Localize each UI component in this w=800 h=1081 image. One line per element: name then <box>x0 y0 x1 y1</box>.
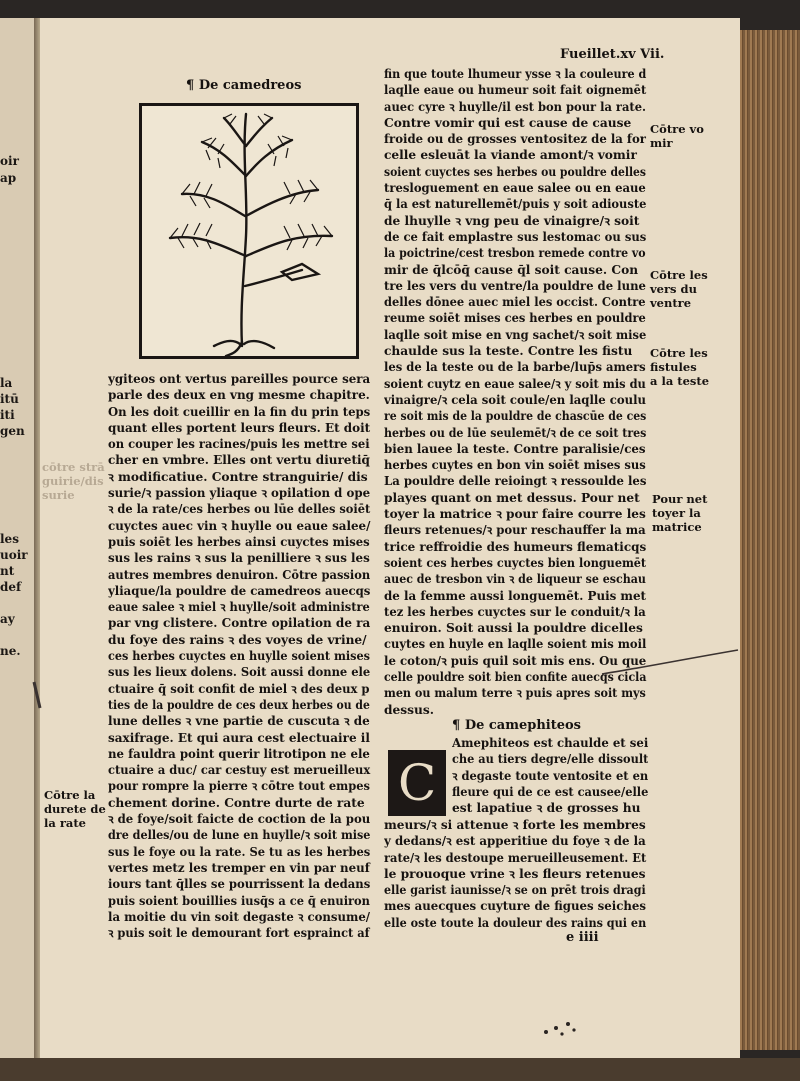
text-line: toyer la matrice ꝛ pour faire courre les <box>384 507 646 522</box>
text-line: yliaque/la pouldre de camedreos auecqs <box>108 583 371 598</box>
margin-line: ventre <box>650 296 692 310</box>
text-line: che au tiers degre/elle dissoult <box>452 752 649 767</box>
right-heading: ¶ De camephiteos <box>452 718 581 733</box>
text-line: le coton/ꝛ puis quil soit mis ens. Ou que <box>384 653 647 668</box>
text-line: dessus. <box>384 702 434 717</box>
text-line: celle esleuāt la viande amont/ꝛ vomir <box>384 148 637 163</box>
text-line: ne fauldra point querir litrotipon ne ele <box>108 746 370 761</box>
text-line: enuiron. Soit aussi la pouldre dicelles <box>384 621 643 636</box>
text-line: y dedans/ꝛ est apperitiue du foye ꝛ de la <box>384 834 646 849</box>
text-line: rate/ꝛ les destoupe merueilleusement. Et <box>384 850 647 865</box>
right-bottom-text <box>384 817 673 931</box>
text-line: re soit mis de la pouldre de chascūe de ces <box>384 409 647 424</box>
text-line: laqlle eaue ou humeur soit fait oignemēt <box>384 83 647 98</box>
facing-page-fragment: def <box>0 580 22 594</box>
margin-line: Cōtre les <box>650 268 708 282</box>
margin-line: toyer la <box>652 506 701 520</box>
text-line: autres membres denuiron. Cōtre passion <box>108 567 371 582</box>
margin-line: Cōtre vo <box>650 122 704 136</box>
text-line: La pouldre delle reioingt ꝛ ressoulde les <box>384 474 647 489</box>
margin-line: a la teste <box>650 374 710 388</box>
text-line: fin que toute lhumeur ysse ꝛ la couleure d <box>384 67 647 81</box>
facing-page-fragment: ap <box>0 171 17 185</box>
facing-page-fragment: itū <box>0 392 19 406</box>
margin-line: durete de <box>44 802 106 816</box>
text-line: vinaigre/ꝛ cela soit coule/en laqlle coulu <box>384 392 647 407</box>
text-line: trice reffroidie des humeurs flematicqs <box>384 539 647 554</box>
text-line: iours tant q̄lles se pourrissent la dedans <box>108 877 371 892</box>
wormhole-dots-icon <box>540 1018 580 1040</box>
right-margin-note-matrix <box>652 492 707 534</box>
left-heading: ¶ De camedreos <box>186 78 302 93</box>
text-line: cuytes en huyle en laqlle soient mis moil <box>384 637 647 652</box>
facing-page-fragment: nt <box>0 564 15 578</box>
pilcrow-icon: ¶ <box>186 78 195 93</box>
decorated-initial <box>388 750 446 816</box>
facing-page-fragment: uoir <box>0 548 28 562</box>
ink-blot-icon <box>30 680 44 710</box>
text-line: lune delles ꝛ vne partie de cuscuta ꝛ de <box>108 714 370 729</box>
text-line: q̄ la est naturellemēt/puis y soit adiouste <box>384 197 647 212</box>
text-line: mir de q̄lcōq̄ cause q̄l soit cause. Con <box>384 262 639 277</box>
text-line: cuyctes auec vin ꝛ huylle ou eaue salee/ <box>108 518 371 533</box>
text-line: par vng clistere. Contre opilation de ra <box>108 616 371 631</box>
margin-line: Cōtre la <box>44 788 96 802</box>
margin-line: fistules <box>650 360 697 374</box>
text-line: surie/ꝛ passion yliaque ꝛ opilation d ope <box>108 486 371 501</box>
right-text-column <box>384 66 680 718</box>
facing-page-fragment: oir <box>0 154 19 168</box>
text-line: est lapatiue ꝛ de grosses hu <box>452 801 641 816</box>
text-line: celle pouldre soit bien confite auecqs cicla <box>384 669 647 684</box>
text-line: auec de tresbon vin ꝛ de liqueur se eschau <box>384 572 646 587</box>
pen-stroke-icon <box>600 640 740 680</box>
text-line: tez les herbes cuyctes sur le conduit/ꝛ la <box>384 604 646 619</box>
text-line: eaue salee ꝛ miel ꝛ huylle/soit administre <box>108 600 370 615</box>
text-line: de lhuylle ꝛ vng peu de vinaigre/ꝛ soit <box>384 213 640 228</box>
text-line: ygiteos ont vertus pareilles pource sera <box>108 372 371 386</box>
text-line: la poictrine/cest tresbon remede contre vo <box>384 246 646 261</box>
facing-page-fragment: les <box>0 532 19 546</box>
text-line: herbes ou de lūe seulemēt/ꝛ de ce soit tres <box>384 425 647 440</box>
margin-line: la rate <box>44 816 86 830</box>
text-line: On les doit cueillir en la fin du prin teps <box>108 404 371 419</box>
margin-line: surie <box>42 488 75 502</box>
text-line: on couper les racines/puis les mettre sei <box>108 437 370 452</box>
plant-woodcut-icon <box>142 106 356 356</box>
text-line: mes auecques cuyture de figues seiches <box>384 899 646 914</box>
text-line: soient ces herbes cuyctes bien longuemēt <box>384 555 647 570</box>
text-line: fleurs retenues/ꝛ pour reschauffer la ma <box>384 523 646 538</box>
margin-line: matrice <box>652 520 702 534</box>
right-margin-note-fistulas <box>650 346 709 388</box>
left-margin-note-strangury <box>42 460 105 502</box>
fore-edge <box>738 30 800 1050</box>
text-line: saxifrage. Et qui aura cest electuaire il <box>108 730 370 745</box>
text-line: Amephiteos est chaulde et sei <box>452 736 649 750</box>
text-line: chaulde sus la teste. Contre les fistu <box>384 344 633 359</box>
margin-line: mir <box>650 136 673 150</box>
text-line: dre delles/ou de lune en huylle/ꝛ soit mise <box>108 828 371 843</box>
text-line: delles dōnee auec miel les occist. Contre <box>384 295 646 310</box>
text-line: ꝛ puis soit le demourant fort esprainct af <box>108 926 370 941</box>
woodcut-illustration <box>139 103 359 359</box>
initial-letter: C <box>398 754 437 812</box>
facing-page-fragment: la <box>0 376 13 390</box>
text-line: sus les rains ꝛ sus la penilliere ꝛ sus les <box>108 551 370 566</box>
facing-page-fragment: ay <box>0 612 15 626</box>
text-line: de la femme aussi longuemēt. Puis met <box>384 588 646 603</box>
facing-page-fragment: gen <box>0 424 25 438</box>
text-line: reume soiēt mises ces herbes en pouldre <box>384 311 646 326</box>
margin-line: cōtre strā <box>42 460 105 474</box>
text-line: quant elles portent leurs fleurs. Et doit <box>108 420 371 435</box>
text-line: les de la teste ou de la barbe/lup̄s amers <box>384 360 646 375</box>
book-bottom-edge <box>0 1058 800 1081</box>
text-line: tresloguement en eaue salee ou en eaue <box>384 181 646 196</box>
text-line: laqlle soit mise en vng sachet/ꝛ soit mise <box>384 327 647 342</box>
text-line: ꝛ modificatiue. Contre stranguirie/ dis <box>108 469 368 484</box>
text-line: de ce fait emplastre sus lestomac ou sus <box>384 229 647 244</box>
margin-line: Cōtre les <box>650 346 708 360</box>
text-line: elle garist iaunisse/ꝛ se on prēt trois dragi <box>384 883 646 898</box>
pilcrow-icon: ¶ <box>452 718 461 733</box>
left-margin-note-spleen <box>44 788 106 830</box>
text-line: auec cyre ꝛ huylle/il est bon pour la rate. <box>384 99 647 114</box>
text-line: ꝛ de la rate/ces herbes ou lūe delles soiēt <box>108 502 371 517</box>
text-line: froide ou de grosses ventositez de la for <box>384 132 646 147</box>
text-line: ꝛ de foye/soit faicte de coction de la pou <box>108 812 371 827</box>
text-line: pour rompre la pierre ꝛ cōtre tout empes <box>108 779 370 794</box>
text-line: sus le foye ou la rate. Se tu as les herbes <box>108 844 371 859</box>
text-line: soient cuyctes ses herbes ou pouldre delles <box>384 164 646 179</box>
text-line: elle oste toute la douleur des rains qui en <box>384 915 647 930</box>
text-line: la moitie du vin soit degaste ꝛ consume/ <box>108 909 371 924</box>
text-line: chement dorine. Contre durte de rate <box>108 795 365 810</box>
facing-page-edge <box>0 18 36 1058</box>
right-margin-note-vomit <box>650 122 704 150</box>
margin-line: guirie/dis <box>42 474 104 488</box>
text-line: fleure qui de ce est causee/elle <box>452 784 649 799</box>
text-line: bien lauee la teste. Contre paralisie/ces <box>384 441 646 456</box>
text-line: cher en vmbre. Elles ont vertu diuretiq̄ <box>108 453 370 468</box>
text-line: sus les lieux dolens. Soit aussi donne ele <box>108 665 371 680</box>
facing-page-fragment: iti <box>0 408 15 422</box>
left-text-column <box>108 371 403 941</box>
text-line: vertes metz les tremper en vin par neuf <box>108 860 370 875</box>
signature-mark: e iiii <box>566 930 599 945</box>
text-line: men ou malum terre ꝛ puis apres soit mys <box>384 686 646 701</box>
text-line: du foye des rains ꝛ des voyes de vrine/ <box>108 632 367 647</box>
right-margin-note-worms <box>650 268 708 310</box>
text-line: parle des deux en vng mesme chapitre. <box>108 388 370 403</box>
text-line: ctuaire a duc/ car cestuy est merueilleux <box>108 763 371 778</box>
text-line: puis soiēt les herbes ainsi cuyctes mises <box>108 534 370 549</box>
margin-line: Pour net <box>652 492 708 506</box>
text-line: ties de la pouldre de ces deux herbes ou de <box>108 697 370 712</box>
text-line: soient cuytz en eaue salee/ꝛ y soit mis du <box>384 376 646 391</box>
facing-page-fragment: ne. <box>0 644 21 658</box>
text-line: puis soient bouillies iusq̄s a ce q̄ enuiron <box>108 893 370 908</box>
text-line: meurs/ꝛ si attenue ꝛ forte les membres <box>384 818 646 832</box>
text-line: ces herbes cuyctes en huylle soient mises <box>108 649 370 664</box>
text-line: tre les vers du ventre/la pouldre de lune <box>384 278 646 293</box>
margin-line: vers du <box>650 282 697 296</box>
running-head: Fueillet.xv Vii. <box>560 47 665 62</box>
text-line: ꝛ degaste toute ventosite et en <box>452 768 649 783</box>
text-line: le prouoque vrine ꝛ les fleurs retenues <box>384 866 646 881</box>
text-line: Contre vomir qui est cause de cause <box>384 115 632 130</box>
text-line: ctuaire q̄ soit confit de miel ꝛ des deux p <box>108 681 370 696</box>
initial-side-text <box>452 735 663 816</box>
text-line: herbes cuytes en bon vin soiēt mises sus <box>384 458 646 473</box>
text-line: playes quant on met dessus. Pour net <box>384 490 640 505</box>
